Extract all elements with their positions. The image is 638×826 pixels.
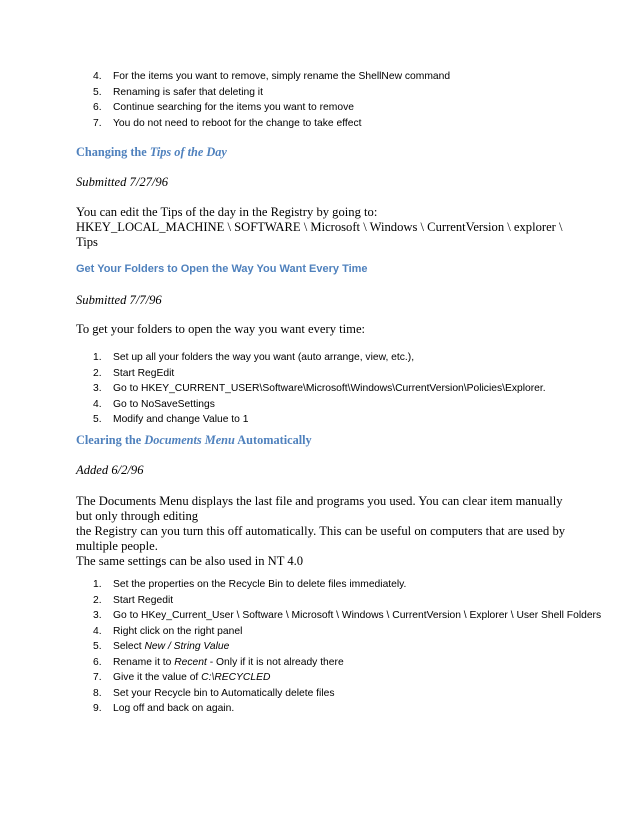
added-date: Added 6/2/96	[76, 463, 144, 477]
list-item: 2. Start Regedit	[93, 594, 174, 606]
list-item: 4. Right click on the right panel	[93, 625, 243, 637]
section-heading-folders: Get Your Folders to Open the Way You Want Every Time	[76, 263, 368, 275]
list-folders-steps	[76, 350, 546, 428]
list-item: 5. Renaming is safer that deleting it	[93, 86, 263, 98]
list-item: 5. Select New / String Value	[93, 641, 230, 652]
list-item: 2. Start RegEdit	[93, 367, 175, 379]
list-item: 7. You do not need to reboot for the change to take effect	[93, 117, 362, 129]
list-item: 1. Set up all your folders the way you want (auto arrange, view, etc.),	[93, 352, 415, 363]
list-item: 4. For the items you want to remove, simply rename the ShellNew command	[93, 71, 451, 82]
list-item: 6. Rename it to Recent - Only if it is not already there	[93, 656, 344, 668]
submitted-date: Submitted 7/7/96	[76, 293, 162, 307]
list-item: 7. Give it the value of C:\RECYCLED	[93, 672, 271, 683]
list-item: 4. Go to NoSaveSettings	[93, 398, 215, 410]
list-item: 3. Go to HKEY_CURRENT_USER\Software\Microsoft\Windows\CurrentVersion\Policies\Explorer.	[93, 383, 546, 394]
section-heading-tips: Changing the Tips of the Day	[76, 145, 227, 159]
list-documents-steps	[76, 577, 603, 717]
submitted-date: Submitted 7/27/96	[76, 175, 168, 189]
list-top	[76, 69, 450, 131]
list-item: 1. Set the properties on the Recycle Bin to delete files immediately.	[93, 579, 407, 590]
list-item: 5. Modify and change Value to 1	[93, 414, 249, 425]
list-item: 6. Continue searching for the items you want to remove	[93, 102, 354, 113]
list-item: 3. Go to HKey_Current_User \ Software \ Microsoft \ Windows \ CurrentVersion \ Explorer \ User Shell Folders	[93, 610, 602, 621]
list-item: 9. Log off and back on again.	[93, 703, 235, 714]
section-body: The Documents Menu displays the last file and programs you used. You can clear item manually but only through editing the Registry can you turn this off automatically. This can be useful on computers that are used by multiple people. The same settings can be also used in NT 4.0	[76, 494, 566, 568]
section-body: You can edit the Tips of the day in the Registry by going to: HKEY_LOCAL_MACHINE \ SOFTWARE \ Microsoft \ Windows \ CurrentVersion \ explorer \ Tips	[76, 205, 563, 249]
section-body: To get your folders to open the way you want every time:	[76, 322, 366, 336]
section-heading-documents: Clearing the Documents Menu Automatically	[76, 433, 312, 447]
list-item: 8. Set your Recycle bin to Automatically delete files	[93, 687, 335, 699]
